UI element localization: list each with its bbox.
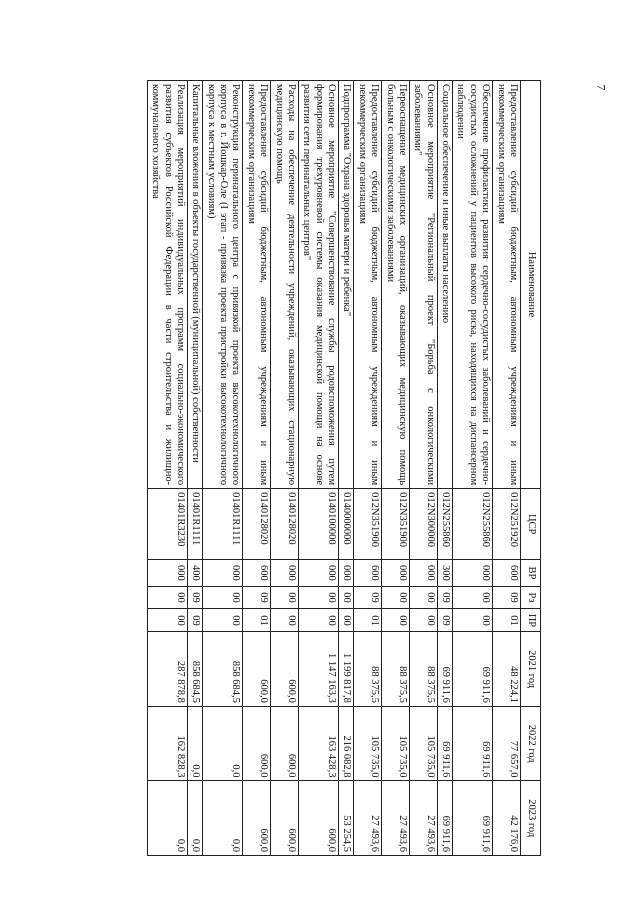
table-row (453, 81, 493, 856)
rotated-page (118, 80, 541, 856)
row-pr: 00 (147, 609, 187, 632)
table-row (493, 81, 521, 856)
row-2021: 600,0 (271, 632, 299, 707)
row-name: Обеспечение профилактики развития сердечно-сосудистых заболеваний и сердечно-сосудистых осложнений у пациентов высокого риска, находящихся на диспансерном наблюдении (453, 81, 493, 489)
row-pr: 00 (410, 609, 438, 632)
row-rz: 09 (493, 586, 521, 609)
row-rz: 00 (453, 586, 493, 609)
row-name: Социальное обеспечение и иные выплаты населению (437, 81, 452, 489)
row-rz: 09 (188, 586, 203, 609)
row-csr: 0140128020 (271, 489, 299, 560)
row-2022: 600,0 (243, 706, 271, 781)
row-pr: 00 (382, 609, 410, 632)
row-2023: 69 911,6 (437, 781, 452, 856)
table-row (188, 81, 203, 856)
row-2022: 0,0 (203, 706, 243, 781)
row-2021: 69 911,6 (453, 632, 493, 707)
row-pr: 00 (453, 609, 493, 632)
row-2023: 69 911,6 (453, 781, 493, 856)
row-2022: 0,0 (188, 706, 203, 781)
row-vr: 000 (410, 560, 438, 586)
table-row (147, 81, 187, 856)
row-csr: 012N300000 (410, 489, 438, 560)
row-2022: 105 735,0 (410, 706, 438, 781)
row-pr: 09 (188, 609, 203, 632)
row-name: Расходы на обеспечение деятельности учреждений, оказывающих стационарную медицинскую помощь (271, 81, 299, 489)
table-row (243, 81, 271, 856)
row-pr: 00 (271, 609, 299, 632)
header-2022: 2022 год (521, 706, 541, 781)
row-csr: 01401R1111 (203, 489, 243, 560)
budget-table (147, 80, 541, 856)
row-name: Основное мероприятие "Совершенствование службы родовспоможения путем формирования трехуровневой системы оказания медицинской помощи на основе развития сети перинатальных центров" (299, 81, 339, 489)
row-2023: 0,0 (203, 781, 243, 856)
row-2023: 27 493,6 (410, 781, 438, 856)
table-header-row (521, 81, 541, 856)
row-name: Реализация мероприятий индивидуальных программ социально-экономического развития субъектов Российской Федерации в части строительства и жилищно-коммунального хозяйства (147, 81, 187, 489)
row-csr: 012N251920 (493, 489, 521, 560)
row-csr: 012N255860 (437, 489, 452, 560)
page-number: 7 (594, 84, 609, 91)
row-2022: 162 828,3 (147, 706, 187, 781)
row-name: Реконструкция перинатального центра с привязкой проекта высокотехнологичного корпуса в г. Йошкар-Оле (I этап - привязка проекта пристройки высокотехнологичного корпуса к местным условиям) (203, 81, 243, 489)
row-2023: 27 493,6 (354, 781, 382, 856)
header-2023: 2023 год (521, 781, 541, 856)
row-2021: 1 147 163,3 (299, 632, 339, 707)
row-pr: 00 (203, 609, 243, 632)
row-name: Капитальные вложения в объекты государственной (муниципальной) собственности (188, 81, 203, 489)
row-2023: 600,0 (299, 781, 339, 856)
row-2021: 69 911,6 (437, 632, 452, 707)
row-rz: 09 (437, 586, 452, 609)
row-pr: 00 (339, 609, 354, 632)
row-name: Предоставление субсидий бюджетным, автономным учреждениям и иным некоммерческим организациям (493, 81, 521, 489)
row-2022: 163 428,3 (299, 706, 339, 781)
header-csr: ЦСР (521, 489, 541, 560)
row-csr: 0140000000 (339, 489, 354, 560)
row-2023: 600,0 (271, 781, 299, 856)
row-vr: 000 (299, 560, 339, 586)
row-2021: 88 375,5 (382, 632, 410, 707)
row-name: Переоснащение медицинских организаций, оказывающих медицинскую помощь больным с онкологическими заболеваниями (382, 81, 410, 489)
row-vr: 000 (339, 560, 354, 586)
row-csr: 012N255860 (453, 489, 493, 560)
table-row (299, 81, 339, 856)
row-vr: 000 (203, 560, 243, 586)
row-rz: 00 (339, 586, 354, 609)
row-pr: 09 (437, 609, 452, 632)
row-pr: 01 (354, 609, 382, 632)
row-csr: 01401R3230 (147, 489, 187, 560)
row-2023: 600,0 (243, 781, 271, 856)
row-rz: 00 (299, 586, 339, 609)
row-name: Предоставление субсидий бюджетным, автономным учреждениям и иным некоммерческим организациям (354, 81, 382, 489)
row-2023: 53 254,5 (339, 781, 354, 856)
row-2021: 88 375,5 (410, 632, 438, 707)
row-name: Предоставление субсидий бюджетным, автономным учреждениям и иным некоммерческим организациям (243, 81, 271, 489)
row-2021: 287 878,8 (147, 632, 187, 707)
header-rz: Рз (521, 586, 541, 609)
row-rz: 00 (147, 586, 187, 609)
row-2023: 0,0 (188, 781, 203, 856)
table-row (410, 81, 438, 856)
row-rz: 09 (354, 586, 382, 609)
row-pr: 00 (299, 609, 339, 632)
row-rz: 00 (410, 586, 438, 609)
row-rz: 09 (243, 586, 271, 609)
row-name: Основное мероприятие "Региональный проект "Борьба с онкологическими заболеваниями" (410, 81, 438, 489)
header-pr: ПР (521, 609, 541, 632)
header-name: Наименование (521, 81, 541, 489)
row-vr: 000 (382, 560, 410, 586)
table-row (354, 81, 382, 856)
row-vr: 000 (271, 560, 299, 586)
row-2021: 88 375,5 (354, 632, 382, 707)
row-vr: 300 (437, 560, 452, 586)
row-2021: 48 224,1 (493, 632, 521, 707)
row-csr: 01401R1111 (188, 489, 203, 560)
row-csr: 0140100000 (299, 489, 339, 560)
row-2021: 600,0 (243, 632, 271, 707)
table-row (339, 81, 354, 856)
row-name: Подпрограмма "Охрана здоровья матери и ребенка" (339, 81, 354, 489)
table-body (147, 81, 520, 856)
row-2022: 600,0 (271, 706, 299, 781)
row-vr: 600 (243, 560, 271, 586)
row-2023: 0,0 (147, 781, 187, 856)
row-vr: 400 (188, 560, 203, 586)
row-2022: 216 082,8 (339, 706, 354, 781)
row-csr: 012N351900 (354, 489, 382, 560)
table-row (437, 81, 452, 856)
row-2022: 69 911,6 (453, 706, 493, 781)
row-rz: 00 (203, 586, 243, 609)
row-2022: 77 657,0 (493, 706, 521, 781)
row-pr: 01 (493, 609, 521, 632)
header-vr: ВР (521, 560, 541, 586)
row-vr: 000 (453, 560, 493, 586)
row-2021: 858 684,5 (203, 632, 243, 707)
row-2022: 105 735,0 (382, 706, 410, 781)
table-row (203, 81, 243, 856)
row-csr: 012N351900 (382, 489, 410, 560)
row-2022: 69 911,6 (437, 706, 452, 781)
row-2023: 42 176,0 (493, 781, 521, 856)
table-row (382, 81, 410, 856)
row-vr: 600 (493, 560, 521, 586)
row-pr: 01 (243, 609, 271, 632)
row-csr: 0140128020 (243, 489, 271, 560)
row-rz: 00 (382, 586, 410, 609)
header-2021: 2021 год (521, 632, 541, 707)
row-2023: 27 493,6 (382, 781, 410, 856)
row-2021: 1 199 817,8 (339, 632, 354, 707)
row-vr: 600 (354, 560, 382, 586)
row-2021: 858 684,5 (188, 632, 203, 707)
table-row (271, 81, 299, 856)
row-rz: 00 (271, 586, 299, 609)
row-vr: 000 (147, 560, 187, 586)
row-2022: 105 735,0 (354, 706, 382, 781)
